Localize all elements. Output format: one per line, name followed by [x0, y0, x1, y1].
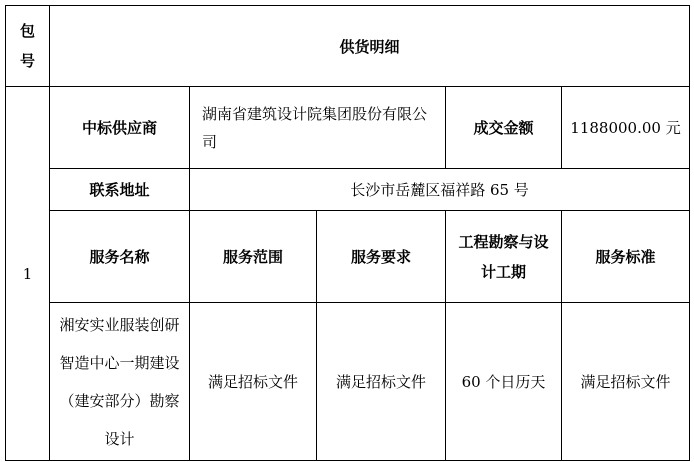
service-name-value: 湘安实业服装创研智造中心一期建设（建安部分）勘察设计: [50, 303, 190, 461]
service-requirement-header: 服务要求: [317, 211, 446, 303]
procurement-table: [5, 5, 690, 461]
package-number: 1: [6, 87, 50, 461]
service-requirement-value: 满足招标文件: [317, 303, 446, 461]
address-label: 联系地址: [50, 169, 190, 211]
address-value: 长沙市岳麓区福祥路 65 号: [190, 169, 690, 211]
service-scope-value: 满足招标文件: [190, 303, 317, 461]
supplier-name: 湖南省建筑设计院集团股份有限公司: [190, 87, 446, 169]
service-period-value: 60 个日历天: [446, 303, 562, 461]
detail-title: 供货明细: [50, 6, 690, 87]
service-scope-header: 服务范围: [190, 211, 317, 303]
service-period-header: 工程勘察与设计工期: [446, 211, 562, 303]
service-standard-header: 服务标准: [562, 211, 690, 303]
package-header-char-1: 包: [19, 22, 35, 40]
package-number-header: [6, 6, 50, 87]
service-standard-value: 满足招标文件: [562, 303, 690, 461]
amount-value: 1188000.00 元: [562, 87, 690, 169]
amount-label: 成交金额: [446, 87, 562, 169]
service-name-header: 服务名称: [50, 211, 190, 303]
package-header-char-2: 号: [19, 52, 35, 70]
supplier-label: 中标供应商: [50, 87, 190, 169]
